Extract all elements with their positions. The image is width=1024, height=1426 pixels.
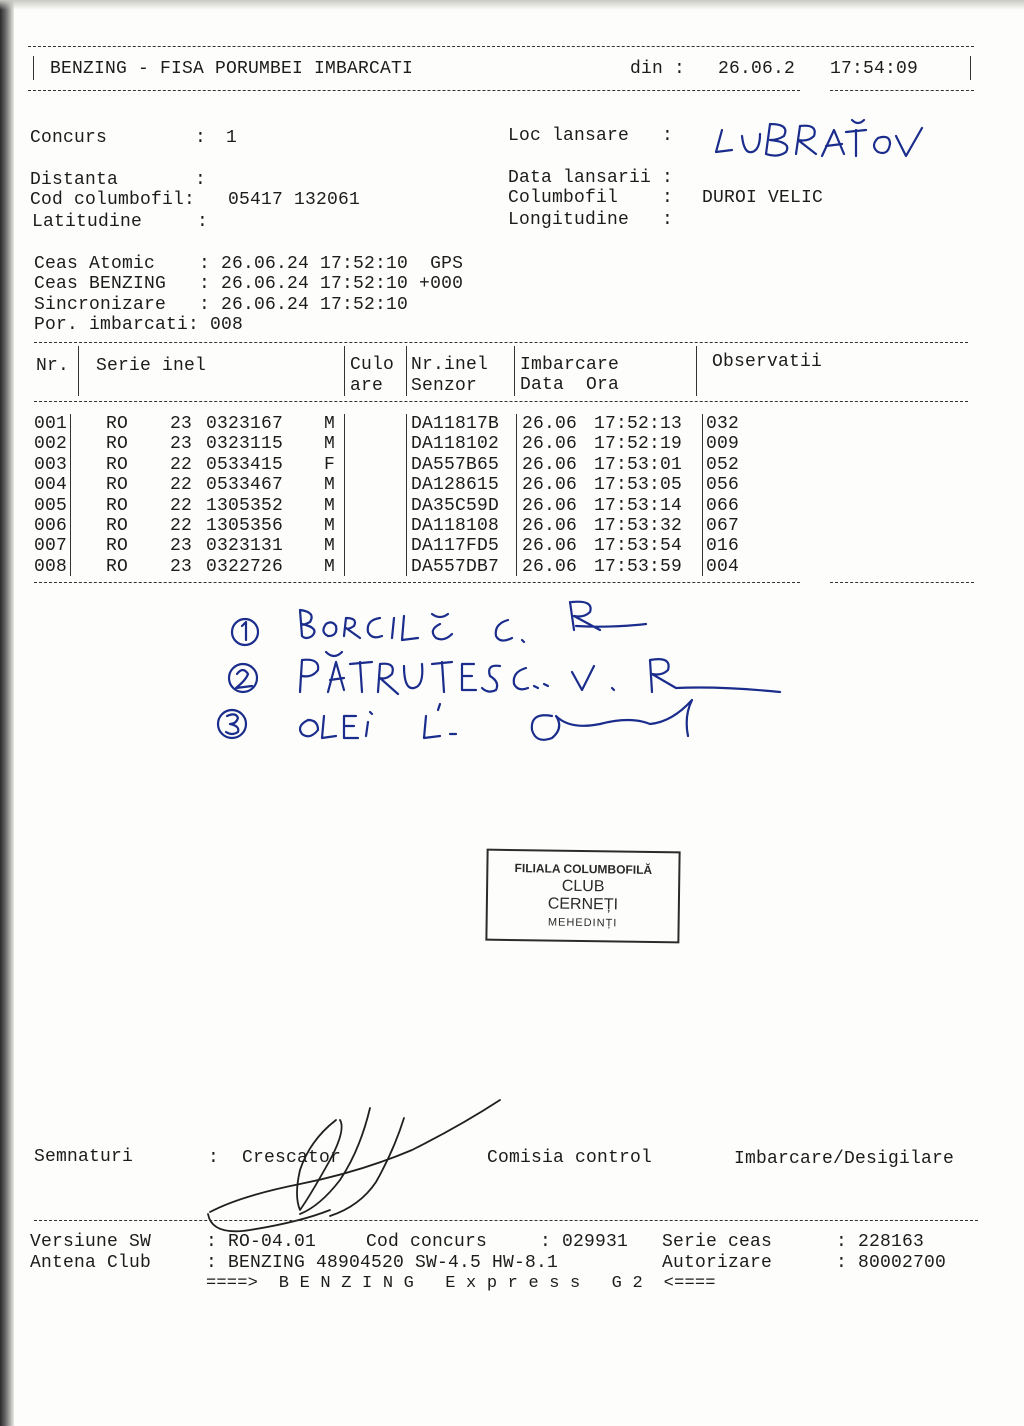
cell-tara: RO xyxy=(106,536,129,557)
table-row xyxy=(0,414,1024,434)
top-shadow xyxy=(0,0,1024,10)
col-divider-serie xyxy=(344,346,345,396)
cell-sex: M xyxy=(324,536,336,557)
cell-nr: 001 xyxy=(34,414,68,434)
antena-label: Antena Club xyxy=(30,1253,152,1273)
stamp-line-4: MEHEDINȚI xyxy=(547,916,618,930)
th-nrinel: Nr.inel xyxy=(411,355,489,375)
cell-tara: RO xyxy=(106,434,129,455)
cell-nr: 006 xyxy=(34,516,68,536)
cell-sex: M xyxy=(324,434,336,455)
cell-obs: 066 xyxy=(706,495,740,516)
ceas-atomic-line: Ceas Atomic : 26.06.24 17:52:10 GPS xyxy=(34,254,464,274)
cell-sex: M xyxy=(324,475,336,496)
cell-senzor: DA117FD5 xyxy=(411,536,500,557)
cell-senzor: DA128615 xyxy=(411,475,500,496)
cell-ora: 17:52:13 xyxy=(594,414,683,434)
cell-senzor: DA118108 xyxy=(411,516,500,536)
footer-top-border xyxy=(34,1220,978,1221)
imbarcare-desigilare-label: Imbarcare/Desigilare xyxy=(734,1149,955,1169)
header-top-border xyxy=(28,46,974,47)
cell-senzor: DA11817B xyxy=(411,414,500,434)
cell-tara: RO xyxy=(106,475,129,496)
cell-ora: 17:53:14 xyxy=(594,495,683,516)
versiune-value: : RO-04.01 xyxy=(206,1232,317,1252)
header-time: 17:54:09 xyxy=(830,59,919,79)
cell-an: 22 xyxy=(170,475,193,496)
cell-inel: 0533415 xyxy=(206,454,284,475)
th-nr: Nr. xyxy=(36,356,70,376)
table-row xyxy=(0,496,1024,516)
th-observatii: Observatii xyxy=(712,352,823,372)
cell-inel: 0533467 xyxy=(206,475,284,496)
cell-data: 26.06 xyxy=(522,495,578,516)
th-senzor: Senzor xyxy=(411,376,478,396)
cell-inel: 1305356 xyxy=(206,516,284,536)
cell-an: 22 xyxy=(170,495,193,516)
table-row xyxy=(0,455,1024,475)
cell-an: 23 xyxy=(170,556,193,577)
cell-nr: 005 xyxy=(34,495,68,516)
cell-nr: 008 xyxy=(34,556,68,577)
cell-sex: M xyxy=(324,516,336,536)
loc-lansare-label: Loc lansare : xyxy=(508,126,674,146)
cell-nr: 002 xyxy=(34,434,68,455)
cell-ora: 17:53:01 xyxy=(594,454,683,475)
cell-obs: 032 xyxy=(706,414,740,434)
cell-tara: RO xyxy=(106,516,129,536)
cell-tara: RO xyxy=(106,556,129,577)
cell-data: 26.06 xyxy=(522,556,578,577)
th-imbarcare: Imbarcare xyxy=(520,355,620,375)
cell-senzor: DA557DB7 xyxy=(411,556,500,577)
cell-an: 22 xyxy=(170,516,193,536)
cell-data: 26.06 xyxy=(522,434,578,455)
sincronizare-line: Sincronizare : 26.06.24 17:52:10 xyxy=(34,295,409,315)
th-data-ora: Data Ora xyxy=(520,375,620,395)
cell-ora: 17:53:59 xyxy=(594,556,683,577)
cell-obs: 052 xyxy=(706,454,740,475)
table-bottom-border-right xyxy=(830,582,974,583)
cell-tara: RO xyxy=(106,454,129,475)
cell-data: 26.06 xyxy=(522,454,578,475)
cell-sex: M xyxy=(324,495,336,516)
handwritten-name-1 xyxy=(232,602,646,645)
header-bottom-border xyxy=(28,90,800,91)
stamp-line-1: FILIALA COLUMBOFILĂ xyxy=(514,861,653,877)
cell-nr: 004 xyxy=(34,475,68,496)
cell-tara: RO xyxy=(106,414,129,434)
concurs-value: 1 xyxy=(226,128,238,148)
cell-ora: 17:53:05 xyxy=(594,475,683,496)
distanta-label: Distanta : xyxy=(30,170,207,190)
table-top-border xyxy=(34,342,968,343)
cell-sex: M xyxy=(324,414,336,434)
comisia-label: Comisia control xyxy=(487,1148,653,1168)
ceas-benzing-line: Ceas BENZING : 26.06.24 17:52:10 +000 xyxy=(34,274,464,294)
serie-ceas-value: : 228163 xyxy=(836,1232,925,1252)
col-divider-nr xyxy=(78,346,79,396)
cell-obs: 016 xyxy=(706,536,740,557)
cell-ora: 17:53:32 xyxy=(594,516,683,536)
table-bottom-border xyxy=(34,582,800,583)
data-lansarii-label: Data lansarii : xyxy=(508,168,674,188)
header-title: BENZING - FISA PORUMBEI IMBARCATI xyxy=(50,59,414,79)
header-bottom-border-right xyxy=(830,90,974,91)
header-date: 26.06.2 xyxy=(718,59,796,79)
cell-obs: 056 xyxy=(706,475,740,496)
cod-columbofil-value: 05417 132061 xyxy=(228,190,361,210)
semnaturi-colon: : xyxy=(208,1148,220,1168)
club-stamp xyxy=(485,849,680,944)
serie-ceas-label: Serie ceas xyxy=(662,1232,773,1252)
header-left-border xyxy=(33,56,34,80)
cell-nr: 007 xyxy=(34,536,68,557)
header-din-label: din : xyxy=(630,59,686,79)
table-header-border xyxy=(34,401,968,402)
stamp-line-3: CERNEȚI xyxy=(547,895,619,914)
benzing-express-line: ====> B E N Z I N G E x p r e s s G 2 <==== xyxy=(206,1274,716,1293)
cell-tara: RO xyxy=(106,495,129,516)
stamp-line-2: CLUB xyxy=(561,877,605,896)
antena-value: : BENZING 48904520 SW-4.5 HW-8.1 xyxy=(206,1253,559,1273)
handwritten-name-2 xyxy=(229,652,780,710)
paper-edge xyxy=(0,0,14,1426)
table-row xyxy=(0,557,1024,577)
table-row xyxy=(0,475,1024,495)
versiune-label: Versiune SW xyxy=(30,1232,152,1252)
cell-data: 26.06 xyxy=(522,414,578,434)
cell-sex: M xyxy=(324,556,336,577)
cell-an: 23 xyxy=(170,536,193,557)
crescator-label: Crescator xyxy=(242,1148,342,1168)
por-imbarcati-line: Por. imbarcati: 008 xyxy=(34,315,244,335)
col-divider-imbarcare xyxy=(696,346,697,396)
table-row xyxy=(0,516,1024,536)
concurs-label: Concurs : xyxy=(30,128,207,148)
longitudine-label: Longitudine : xyxy=(508,210,674,230)
table-row xyxy=(0,434,1024,454)
cell-inel: 0323131 xyxy=(206,536,284,557)
cell-senzor: DA557B65 xyxy=(411,454,500,475)
cell-nr: 003 xyxy=(34,454,68,475)
autorizare-value: : 80002700 xyxy=(836,1253,947,1273)
cell-senzor: DA118102 xyxy=(411,434,500,455)
col-divider-senzor xyxy=(514,346,515,396)
cell-data: 26.06 xyxy=(522,516,578,536)
table-row xyxy=(0,536,1024,556)
cell-inel: 1305352 xyxy=(206,495,284,516)
cod-concurs-label: Cod concurs xyxy=(366,1232,488,1252)
cell-an: 23 xyxy=(170,434,193,455)
cell-an: 22 xyxy=(170,454,193,475)
handwritten-name-3 xyxy=(218,700,692,740)
cell-data: 26.06 xyxy=(522,475,578,496)
semnaturi-label: Semnaturi xyxy=(34,1147,134,1167)
autorizare-label: Autorizare xyxy=(662,1253,773,1273)
cod-columbofil-label: Cod columbofil: xyxy=(30,190,196,210)
cell-obs: 067 xyxy=(706,516,740,536)
cell-inel: 0323167 xyxy=(206,414,284,434)
cell-obs: 004 xyxy=(706,556,740,577)
columbofil-label: Columbofil : xyxy=(508,188,674,208)
cell-sex: F xyxy=(324,454,336,475)
columbofil-value: DUROI VELIC xyxy=(702,188,824,208)
cell-ora: 17:52:19 xyxy=(594,434,683,455)
cell-inel: 0323115 xyxy=(206,434,284,455)
header-right-border xyxy=(970,56,971,80)
cell-inel: 0322726 xyxy=(206,556,284,577)
cell-ora: 17:53:54 xyxy=(594,536,683,557)
col-divider-culo xyxy=(406,346,407,396)
cell-senzor: DA35C59D xyxy=(411,495,500,516)
cell-obs: 009 xyxy=(706,434,740,455)
th-culo-2: are xyxy=(350,376,384,396)
latitudine-label: Latitudine : xyxy=(32,212,209,232)
cell-an: 23 xyxy=(170,414,193,434)
th-culo: Culo xyxy=(350,355,395,375)
th-serie: Serie inel xyxy=(96,356,207,376)
cell-data: 26.06 xyxy=(522,536,578,557)
cod-concurs-value: : 029931 xyxy=(540,1232,629,1252)
